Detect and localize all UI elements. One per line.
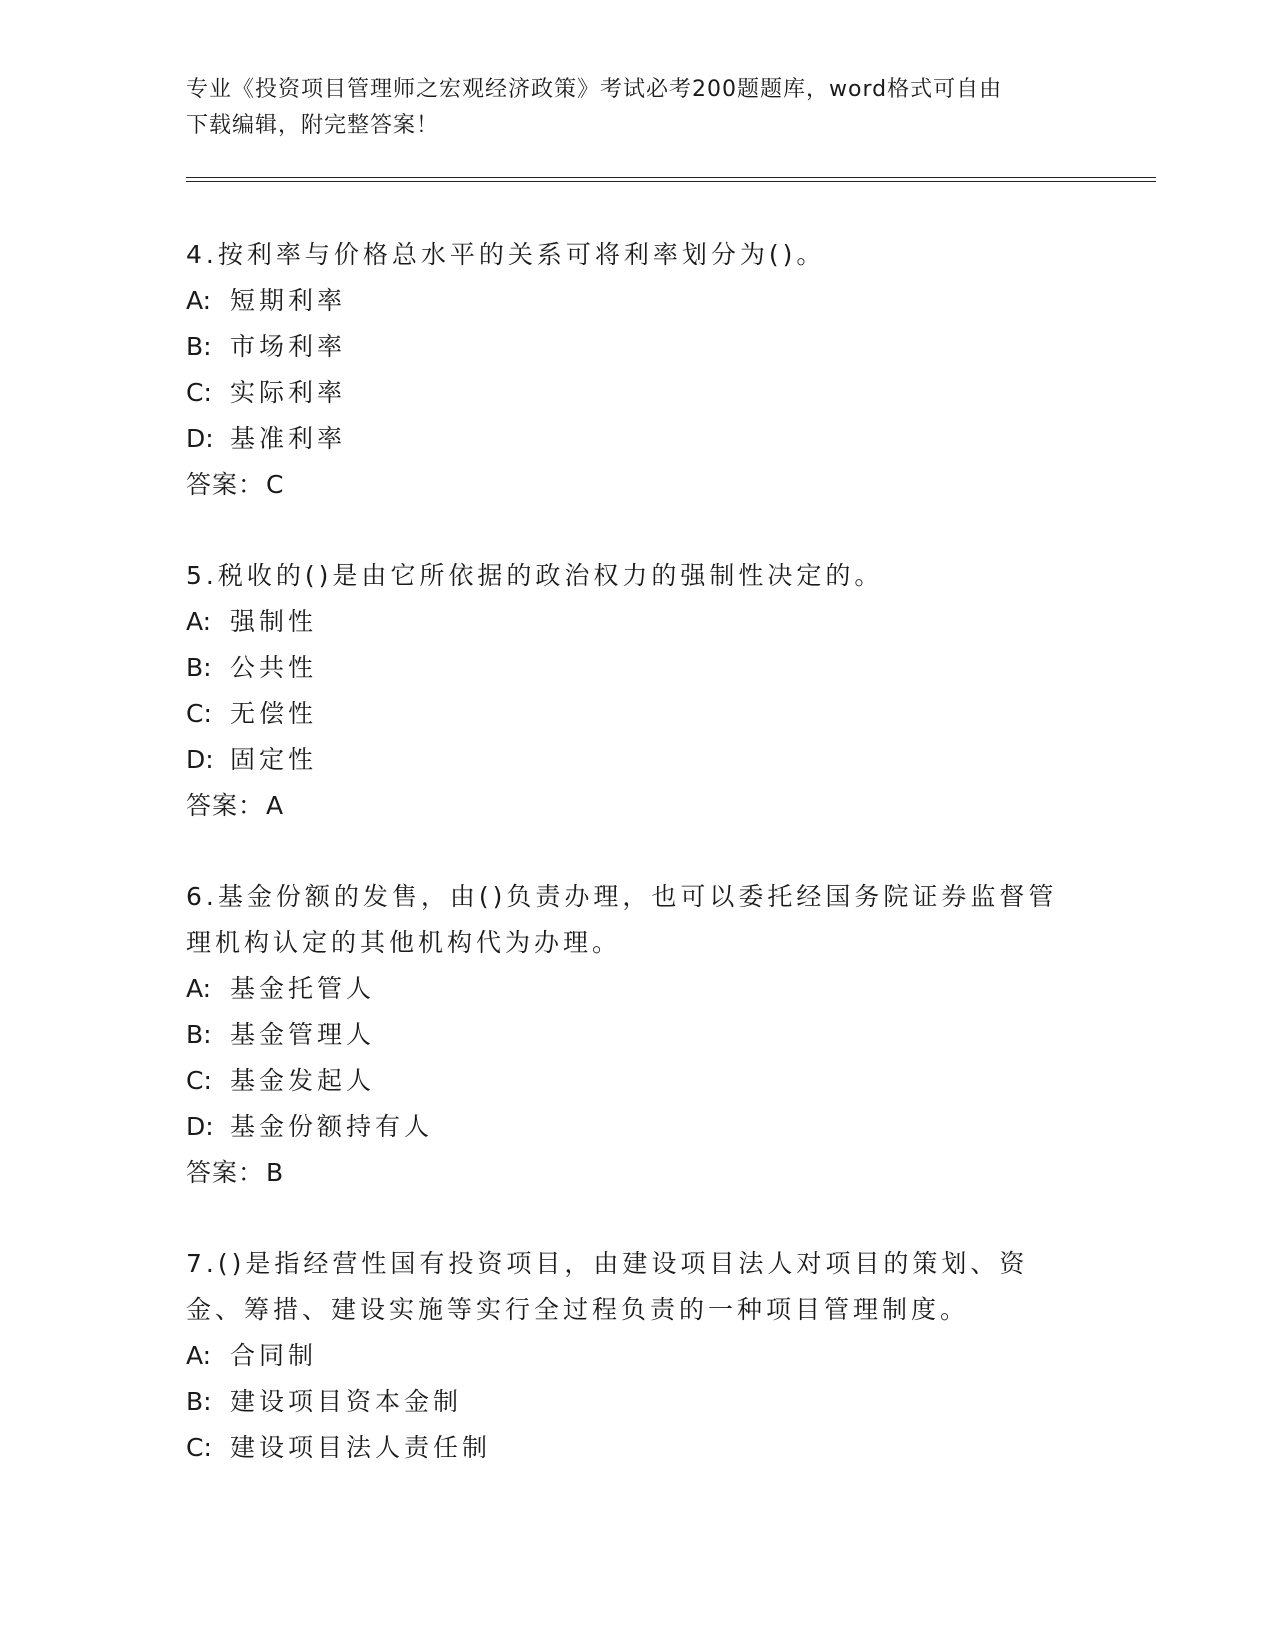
document-header: [186, 72, 1086, 144]
option-text: 公共性: [230, 653, 318, 682]
question-item: [186, 1241, 1156, 1471]
answer-line: [186, 462, 1156, 508]
answer-line: [186, 1150, 1156, 1196]
header-line-1: 专业《投资项目管理师之宏观经济政策》考试必考200题题库，word格式可自由: [186, 77, 1003, 102]
question-text: 5.税收的()是由它所依据的政治权力的强制性决定的。: [186, 561, 884, 590]
option-b: [186, 1379, 1156, 1425]
question-text: 7.()是指经营性国有投资项目，由建设项目法人对项目的策划、资金、筹措、建设实施等实行全过程负责的一种项目管理制度。: [186, 1249, 1029, 1324]
option-text: 市场利率: [230, 332, 347, 361]
option-text: 无偿性: [230, 699, 318, 728]
option-c: [186, 1425, 1156, 1471]
option-letter: D:: [186, 745, 214, 774]
option-a: [186, 278, 1156, 324]
answer-value: A: [266, 791, 285, 820]
option-text: 实际利率: [230, 378, 347, 407]
option-letter: A:: [186, 974, 212, 1003]
option-text: 固定性: [230, 745, 318, 774]
answer-label: 答案：: [186, 791, 265, 820]
option-text: 短期利率: [230, 286, 347, 315]
option-d: [186, 416, 1156, 462]
option-letter: B:: [186, 332, 212, 361]
option-text: 基金份额持有人: [230, 1112, 434, 1141]
option-b: [186, 1012, 1156, 1058]
option-text: 基金管理人: [230, 1020, 376, 1049]
option-a: [186, 1333, 1156, 1379]
option-c: [186, 691, 1156, 737]
question-text: 4.按利率与价格总水平的关系可将利率划分为()。: [186, 240, 826, 269]
option-text: 强制性: [230, 607, 318, 636]
option-letter: B:: [186, 1020, 212, 1049]
question-item: [186, 553, 1156, 829]
option-b: [186, 324, 1156, 370]
header-divider: [186, 177, 1156, 182]
option-d: [186, 737, 1156, 783]
option-letter: C:: [186, 1066, 212, 1095]
option-letter: C:: [186, 1433, 212, 1462]
option-letter: D:: [186, 1112, 214, 1141]
option-text: 基准利率: [230, 424, 347, 453]
option-letter: C:: [186, 378, 212, 407]
option-b: [186, 645, 1156, 691]
question-item: [186, 232, 1156, 508]
option-letter: C:: [186, 699, 212, 728]
option-d: [186, 1104, 1156, 1150]
option-a: [186, 966, 1156, 1012]
option-text: 基金发起人: [230, 1066, 376, 1095]
option-a: [186, 599, 1156, 645]
option-c: [186, 370, 1156, 416]
header-line-2: 下载编辑，附完整答案！: [186, 113, 440, 138]
question-text: 6.基金份额的发售，由()负责办理，也可以委托经国务院证券监督管理机构认定的其他机构代为办理。: [186, 882, 1058, 957]
answer-label: 答案：: [186, 470, 265, 499]
option-letter: B:: [186, 1387, 212, 1416]
answer-label: 答案：: [186, 1158, 265, 1187]
option-text: 基金托管人: [230, 974, 376, 1003]
option-letter: D:: [186, 424, 214, 453]
option-text: 建设项目法人责任制: [230, 1433, 492, 1462]
question-item: [186, 874, 1156, 1196]
option-letter: A:: [186, 286, 212, 315]
option-c: [186, 1058, 1156, 1104]
option-text: 建设项目资本金制: [230, 1387, 463, 1416]
option-text: 合同制: [230, 1341, 318, 1370]
answer-value: C: [266, 470, 285, 499]
question-list: [186, 232, 1156, 1516]
answer-value: B: [266, 1158, 285, 1187]
option-letter: A:: [186, 1341, 212, 1370]
option-letter: B:: [186, 653, 212, 682]
answer-line: [186, 783, 1156, 829]
option-letter: A:: [186, 607, 212, 636]
